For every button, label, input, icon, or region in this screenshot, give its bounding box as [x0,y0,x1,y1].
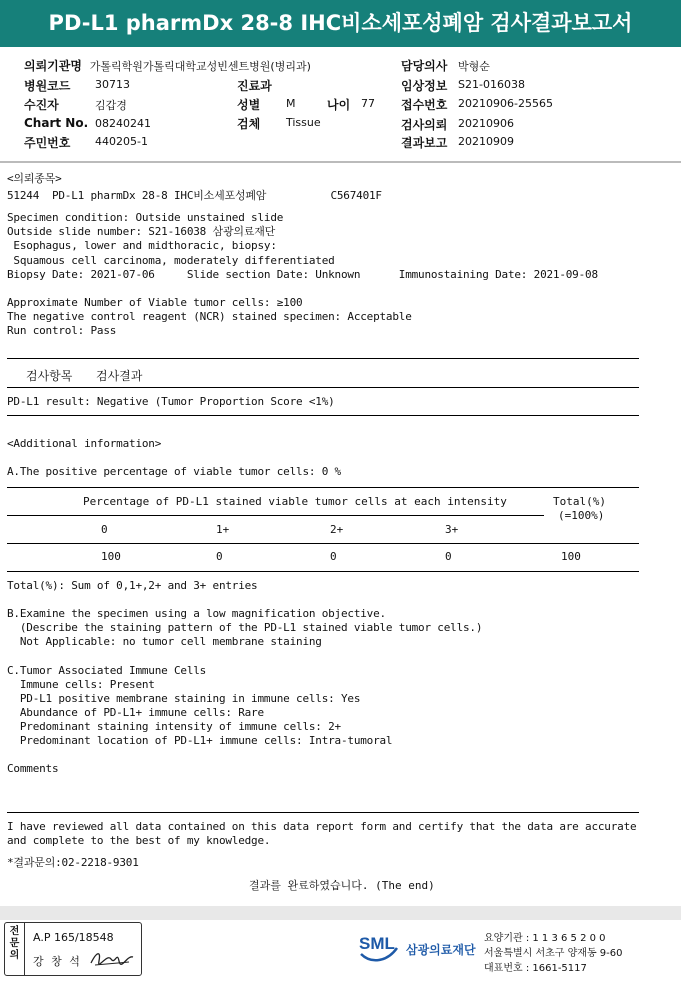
age-label: 나이 [327,98,351,112]
report-title: PD-L1 pharmDx 28-8 IHC비소세포성폐암 검사결과보고서 [48,11,633,35]
department-label: 진료과 [237,79,272,93]
order-heading: <의뢰종목> [7,172,62,185]
comments-heading: Comments [7,762,59,775]
val-0: 100 [101,550,121,563]
specimen-dates: Biopsy Date: 2021-07-06 Slide section Date: Unknown Immunostaining Date: 2021-09-08 [7,268,598,281]
report-label: 결과보고 [401,136,448,150]
section-c-line3: Abundance of PD-L1+ immune cells: Rare [7,706,264,719]
resident-label: 주민번호 [24,136,71,150]
inquiry-phone: *결과문의:02-2218-9301 [7,856,139,869]
age-value: 77 [361,97,375,110]
stamp-license: A.P 165/18548 [33,931,114,944]
col-0: 0 [101,523,108,536]
total-note: Total(%): Sum of 0,1+,2+ and 3+ entries [7,579,258,592]
ncr-status: The negative control reagent (NCR) stained specimen: Acceptable [7,310,412,323]
order-line: 51244 PD-L1 pharmDx 28-8 IHC비소세포성폐암 C567401F [7,189,382,202]
section-b-title: B.Examine the specimen using a low magnification objective. [7,607,386,620]
section-b-line1: (Describe the staining pattern of the PD-L1 stained viable tumor cells.) [7,621,483,634]
section-c-line1: Immune cells: Present [7,678,155,691]
certify-line2: and complete to the best of my knowledge. [7,834,271,847]
chart-label: Chart No. [24,116,89,130]
recipient-label: 수진자 [24,98,59,112]
clinical-label: 임상정보 [401,79,448,93]
col-3plus: 3+ [445,523,459,536]
specimen-site: Esophagus, lower and midthoracic, biopsy: [7,239,277,252]
result-top-rule [7,358,639,359]
report-value: 20210909 [458,135,514,148]
viable-cells: Approximate Number of Viable tumor cells: ≥100 [7,296,303,309]
request-value: 20210906 [458,117,514,130]
outside-slide-number: Outside slide number: S21-16038 삼광의료재단 [7,225,276,238]
hospital-code-label: 병원코드 [24,79,71,93]
val-3plus: 0 [445,550,452,563]
end-notice: 결과를 완료하였습니다. (The end) [249,879,435,892]
clinical-value: S21-016038 [458,78,525,91]
stamp-name: 강 창 석 [33,955,82,968]
request-label: 검사의뢰 [401,118,448,132]
table-sub-rule [7,515,544,516]
header-divider [0,161,681,163]
company-phone: 대표번호 : 1661-5117 [484,963,587,974]
pathologist-stamp [4,922,142,976]
table-header-rule [7,543,639,544]
receipt-label: 접수번호 [401,98,448,112]
val-1plus: 0 [216,550,223,563]
result-value-header: 검사결과 [96,369,143,383]
comments-rule [7,812,639,813]
section-c-line5: Predominant location of PD-L1+ immune cells: Intra-tumoral [7,734,393,747]
recipient-value: 김갑경 [95,99,127,112]
table-title: Percentage of PD-L1 stained viable tumor cells at each intensity [83,495,507,508]
specimen-value: Tissue [286,116,321,129]
specimen-diagnosis: Squamous cell carcinoma, moderately differentiated [7,254,335,267]
sml-logo [357,930,399,960]
company-address: 서울특별시 서초구 양재동 9-60 [484,948,623,959]
company-name: 삼광의료재단 [406,943,476,957]
hospital-code-value: 30713 [95,78,130,91]
table-top-rule [7,487,639,488]
val-2plus: 0 [330,550,337,563]
report-title-banner [0,0,681,47]
section-c-line2: PD-L1 positive membrane staining in immune cells: Yes [7,692,361,705]
section-c-title: C.Tumor Associated Immune Cells [7,664,207,677]
additional-heading: <Additional information> [7,437,162,450]
result-bottom-rule [7,415,639,416]
resident-value: 440205-1 [95,135,148,148]
run-control: Run control: Pass [7,324,117,337]
col-1plus: 1+ [216,523,230,536]
specimen-condition: Specimen condition: Outside unstained slide [7,211,284,224]
institution-row [24,57,311,74]
receipt-value: 20210906-25565 [458,97,553,110]
institution-label: 의뢰기관명 [24,59,82,73]
sex-value: M [286,97,296,110]
total-header: Total(%) [553,495,606,508]
doctor-value: 박형순 [458,60,490,73]
section-c-line4: Predominant staining intensity of immune cells: 2+ [7,720,341,733]
total-header-sub: (=100%) [558,509,605,522]
section-a-title: A.The positive percentage of viable tumor cells: 0 % [7,465,341,478]
org-code: 요양기관 : 1 1 3 6 5 2 0 0 [484,933,606,944]
doctor-label: 담당의사 [401,59,448,73]
chart-value: 08240241 [95,117,151,130]
specimen-label: 검체 [237,117,261,131]
sml-logo-text: SML [359,934,395,953]
result-mid-rule [7,387,639,388]
signature-image [89,947,137,969]
stamp-side-text: 전문의 [9,926,20,961]
pdl1-result: PD-L1 result: Negative (Tumor Proportion Score <1%) [7,395,335,408]
table-bottom-rule [7,571,639,572]
result-item-header: 검사항목 [26,369,73,383]
certify-line1: I have reviewed all data contained on this data report form and certify that the data are accurate [7,820,637,833]
footer-separator [0,906,681,920]
stamp-side-label [5,923,25,975]
sex-label: 성별 [237,98,261,112]
val-total: 100 [561,550,581,563]
institution-value: 가톨릭학원가톨릭대학교성빈센트병원(병리과) [89,60,311,73]
col-2plus: 2+ [330,523,344,536]
section-b-line2: Not Applicable: no tumor cell membrane staining [7,635,322,648]
